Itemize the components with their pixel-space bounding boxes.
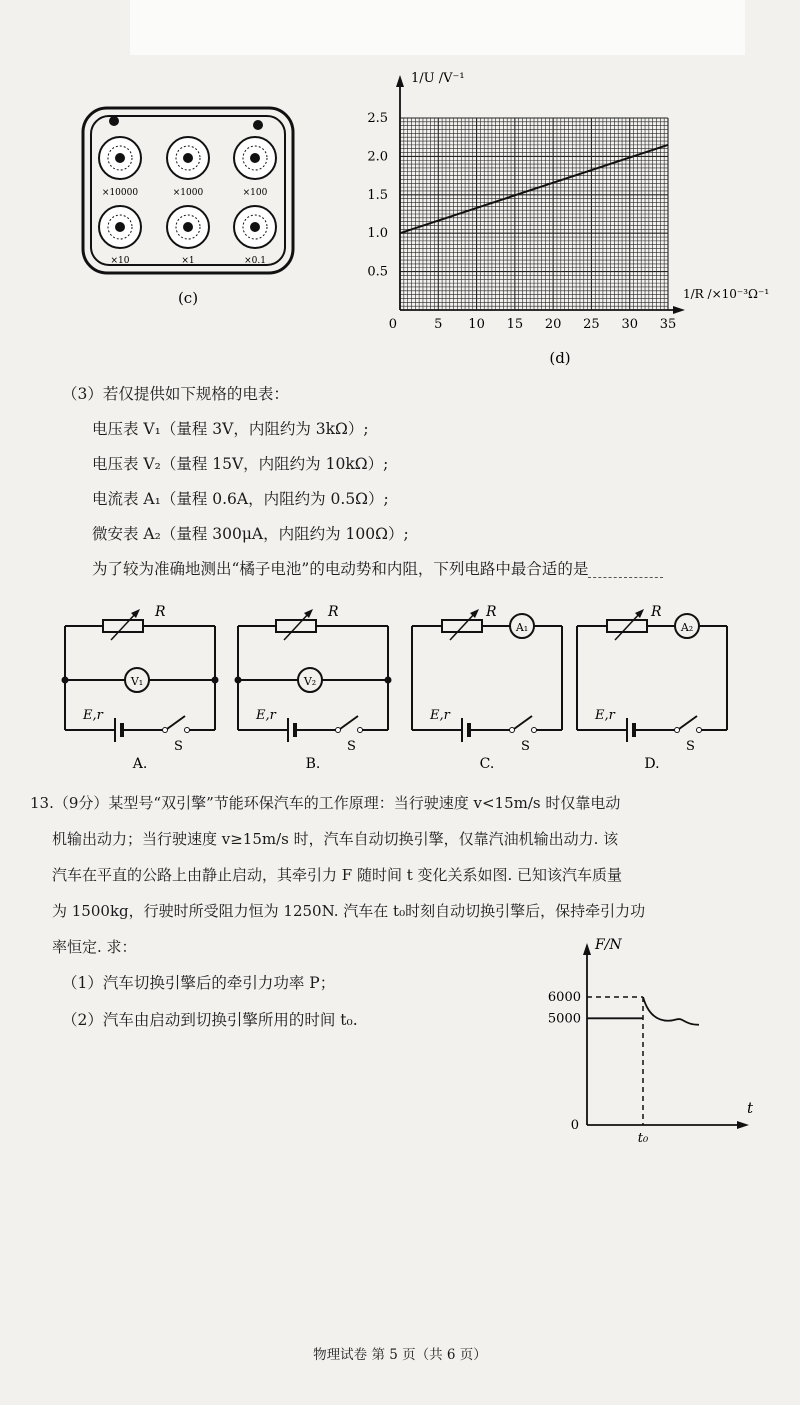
graph-d	[355, 60, 775, 380]
terminal-right-icon	[253, 120, 263, 130]
graph-d-y-tick: 1.5	[367, 187, 388, 203]
dial-label-3: ×10	[110, 256, 130, 266]
q13-line-4: 为 1500kg，行驶时所受阻力恒为 1250N. 汽车在 t₀时刻自动切换引擎后，保持牵引力功	[52, 902, 646, 920]
circuit-a-option[interactable]: A.	[132, 756, 148, 772]
dial-x10000-icon	[99, 137, 141, 179]
q3-prompt-text: 为了较为准确地测出“橘子电池”的电动势和内阻，下列电路中最合适的是	[92, 560, 589, 578]
circuit-b-source: E,r	[256, 708, 276, 723]
ft-origin: 0	[570, 1118, 579, 1133]
ft-decay-curve	[643, 997, 699, 1025]
circuit-d	[567, 598, 747, 773]
circuit-d-meter: A₂	[680, 621, 694, 634]
circuit-c	[402, 598, 582, 773]
figure-d-caption: (d)	[549, 349, 571, 367]
circuit-a-meter: V₁	[130, 675, 144, 688]
switch-icon	[679, 716, 697, 729]
graph-d-y-tick: 0.5	[367, 264, 388, 280]
ft-tick-t0: t₀	[637, 1131, 649, 1145]
ft-y-label: F/N	[595, 937, 622, 953]
ft-x-label: t	[747, 1099, 754, 1117]
circuit-a	[55, 598, 235, 773]
terminal-left-icon	[109, 116, 119, 126]
graph-d-y-label: 1/U /V⁻¹	[411, 71, 465, 86]
graph-d-x-label: 1/R /×10⁻³Ω⁻¹	[683, 287, 770, 301]
ft-y-arrow-icon	[583, 943, 591, 955]
circuit-b-option[interactable]: B.	[305, 756, 321, 772]
dial-x1000-icon	[167, 137, 209, 179]
graph-d-x-tick: 25	[583, 317, 600, 332]
graph-d-x-tick: 20	[544, 317, 562, 332]
q3-line-4: 微安表 A₂（量程 300μA，内阻约为 100Ω）;	[92, 525, 409, 543]
dial-x10-icon	[99, 206, 141, 248]
switch-icon	[167, 716, 185, 729]
q13-line-2: 机输出动力；当行驶速度 v≥15m/s 时，汽车自动切换引擎，仅靠汽油机输出动力. 该	[52, 830, 619, 848]
ft-tick-5000: 5000	[547, 1011, 581, 1027]
dial-label-5: ×0.1	[244, 256, 266, 266]
dial-x100-icon	[234, 137, 276, 179]
graph-d-x-tick: 10	[468, 317, 485, 332]
graph-d-grid	[400, 118, 668, 310]
circuit-d-option[interactable]: D.	[644, 756, 660, 772]
circuit-b-meter: V₂	[303, 675, 317, 688]
circuit-c-meter: A₁	[515, 621, 529, 634]
circuit-c-option[interactable]: C.	[479, 756, 495, 772]
q13-line-1: 13.（9分）某型号“双引擎”节能环保汽车的工作原理：当行驶速度 v<15m/s 时仅靠电动	[30, 794, 621, 812]
graph-d-x-tick: 35	[659, 317, 677, 332]
page-footer: 物理试卷 第 5 页（共 6 页）	[313, 1347, 487, 1363]
graph-d-origin: 0	[388, 317, 397, 332]
graph-d-x-arrow-icon	[673, 306, 685, 314]
dial-x1-icon	[167, 206, 209, 248]
dial-x0.1-icon	[234, 206, 276, 248]
q3-title: （3）若仅提供如下规格的电表：	[62, 385, 289, 403]
circuit-a-switch: S	[174, 739, 183, 754]
circuit-b	[228, 598, 408, 773]
q13-sub-1: （1）汽车切换引擎后的牵引力功率 P；	[62, 974, 336, 992]
dial-label-0: ×10000	[101, 188, 139, 198]
circuit-a-source: E,r	[83, 708, 103, 723]
q3-line-2: 电压表 V₂（量程 15V，内阻约为 10kΩ）;	[92, 455, 389, 473]
blank-top-region	[130, 0, 745, 55]
circuit-d-source: E,r	[595, 708, 615, 723]
circuit-c-switch: S	[521, 739, 530, 754]
graph-d-x-tick: 30	[621, 317, 638, 332]
graph-d-y-arrow-icon	[396, 75, 404, 87]
q13-line-5: 率恒定. 求：	[52, 938, 137, 956]
dial-label-2: ×100	[242, 188, 268, 198]
circuit-d-switch: S	[686, 739, 695, 754]
q3-prompt	[92, 562, 663, 578]
q13-sub-2: （2）汽车由启动到切换引擎所用的时间 t₀.	[62, 1011, 358, 1029]
force-time-graph	[535, 935, 760, 1145]
switch-icon	[514, 716, 532, 729]
dial-label-4: ×1	[181, 256, 195, 266]
figure-c-caption: (c)	[177, 289, 199, 307]
ft-tick-6000: 6000	[547, 990, 581, 1005]
ft-x-arrow-icon	[737, 1121, 749, 1129]
circuit-c-source: E,r	[430, 708, 450, 723]
resistance-box-figure	[80, 105, 300, 315]
q3-line-1: 电压表 V₁（量程 3V，内阻约为 3kΩ）;	[92, 420, 369, 438]
dial-label-1: ×1000	[172, 188, 204, 198]
q13-line-3: 汽车在平直的公路上由静止启动，其牵引力 F 随时间 t 变化关系如图. 已知该汽车质量	[52, 866, 623, 884]
circuit-c-R: R	[486, 604, 497, 620]
graph-d-y-tick: 2.0	[367, 149, 388, 165]
switch-icon	[340, 716, 358, 729]
graph-d-x-tick: 5	[434, 317, 443, 332]
graph-d-x-tick: 15	[506, 317, 524, 332]
circuit-b-R: R	[328, 604, 339, 620]
answer-blank[interactable]	[588, 563, 663, 578]
circuit-a-R: R	[155, 604, 166, 620]
graph-d-y-tick: 2.5	[367, 111, 388, 126]
graph-d-y-tick: 1.0	[367, 226, 388, 242]
circuit-d-R: R	[651, 604, 662, 620]
circuit-b-switch: S	[347, 739, 356, 754]
q3-line-3: 电流表 A₁（量程 0.6A，内阻约为 0.5Ω）;	[92, 490, 389, 508]
